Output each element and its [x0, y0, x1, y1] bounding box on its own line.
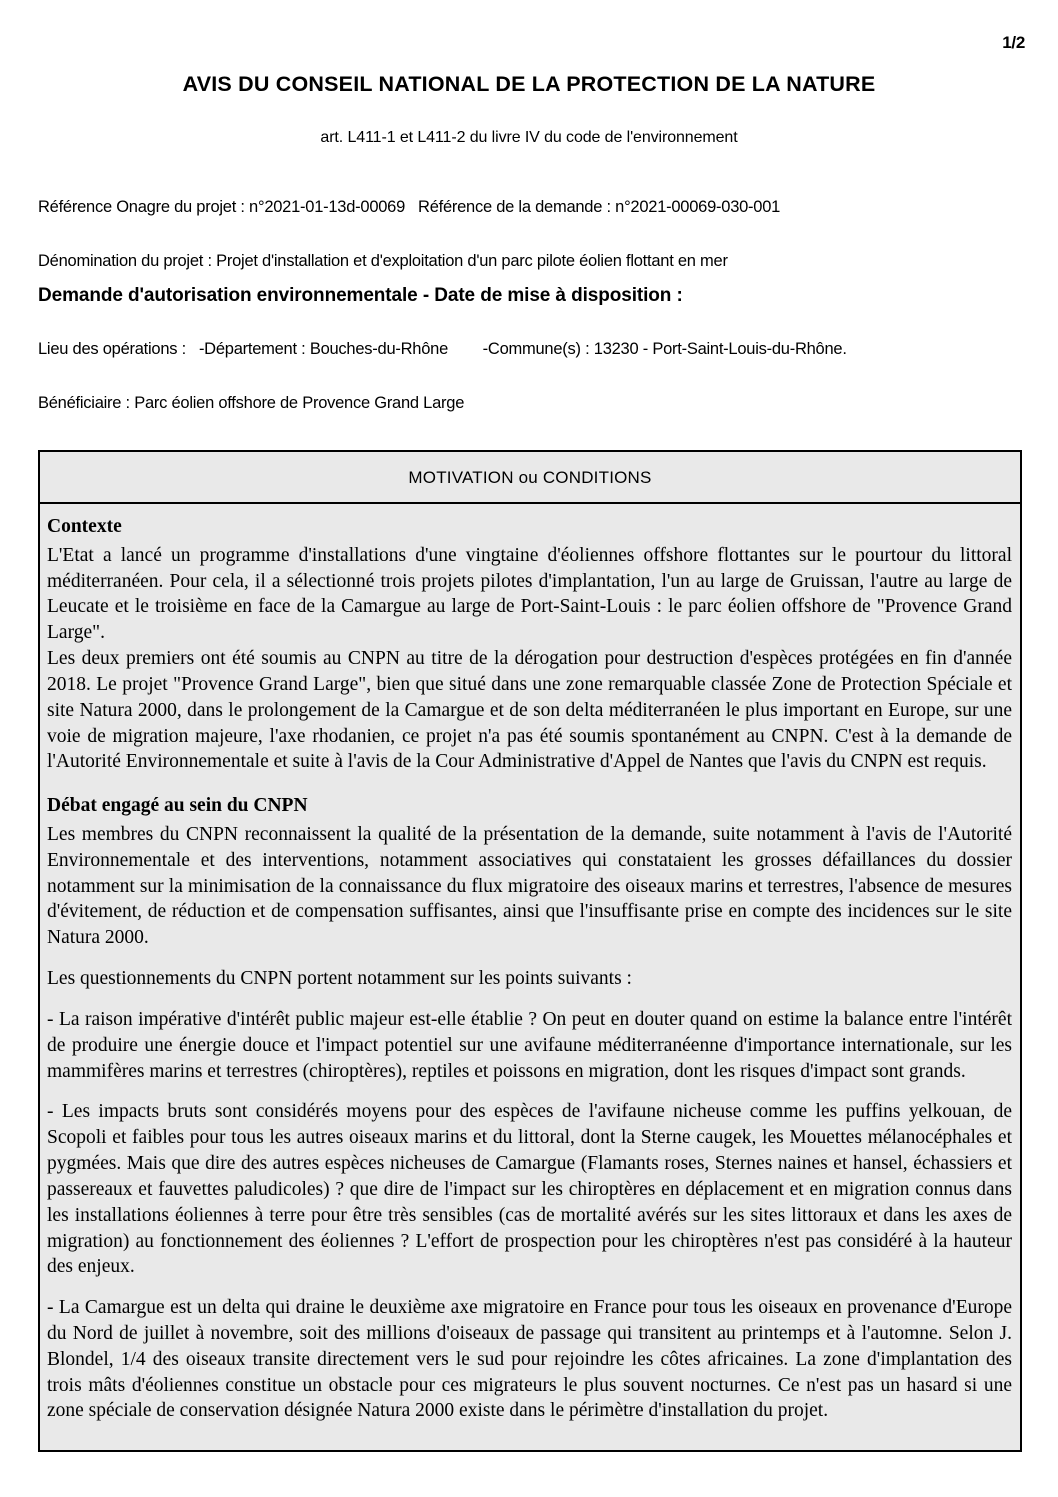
page-number: 1/2 [1002, 33, 1025, 52]
paragraph-bullet: - La raison impérative d'intérêt public majeur est-elle établie ? On peut en douter quand on estime la balance entre l'intérêt de produire une énergie douce et l'impact potentiel sur une avifaune méditerranéenne d'importance internationale, sur les mammifères marins et terrestres (chiroptères), reptiles et poissons en migration, dont les risques d'impact sont grands. [47, 1008, 1012, 1082]
paragraph: Les questionnements du CNPN portent notamment sur les points suivants : [47, 968, 632, 990]
section-heading: Contexte [47, 516, 122, 537]
reference-line: Référence Onagre du projet : n°2021-01-13d-00069 Référence de la demande : n°2021-00069-030-001 [38, 198, 781, 216]
section-contexte [47, 514, 1012, 775]
motivation-table-body [40, 504, 1020, 1450]
paragraph: Les membres du CNPN reconnaissent la qualité de la présentation de la demande, suite notamment à l'avis de l'Autorité Environnementale et des interventions, notamment associatives qui constataient les grosses défaillances du dossier notamment sur la minimisation de la connaissance du flux migratoire des oiseaux marins et terrestres, l'absence de mesures d'évitement, de réduction et de compensation suffisantes, ainsi que l'insuffisante prise en compte des incidences sur le site Natura 2000. [47, 823, 1012, 949]
beneficiary: Bénéficiaire : Parc éolien offshore de Provence Grand Large [38, 394, 465, 412]
paragraph-bullet: - La Camargue est un delta qui draine le deuxième axe migratoire en France pour tous les oiseaux en provenance d'Europe du Nord de juillet à novembre, soit des millions d'oiseaux de passage qui transitent au printemps et à l'automne. Selon J. Blondel, 1/4 des oiseaux transite directement vers le sud pour rejoindre les côtes africaines. La zone d'implantation des trois mâts d'éoliennes constitue un obstacle pour ces migrateurs le plus souvent nocturnes. Ce n'est pas un hasard si une zone spéciale de conservation désignée Natura 2000 existe dans le périmètre d'installation du projet. [47, 1297, 1012, 1422]
page-title: AVIS DU CONSEIL NATIONAL DE LA PROTECTION DE LA NATURE [182, 72, 876, 96]
paragraph: Les deux premiers ont été soumis au CNPN au titre de la dérogation pour destruction d'espèces protégées en fin d'année 2018. Le projet "Provence Grand Large", bien que situé dans une zone remarquable classée Zone de Protection Spéciale et site Natura 2000, dans le prolongement de la Camargue et de son delta méditerranéen le plus important en Europe, sur une voie de migration majeure, l'axe rhodanien, ce projet n'a pas été soumis spontanément au CNPN. C'est à la demande de l'Autorité Environnementale et suite à l'avis de la Cour Administrative d'Appel de Nantes que l'avis du CNPN est requis. [47, 648, 1012, 773]
operation-location: Lieu des opérations : -Département : Bouches-du-Rhône -Commune(s) : 13230 - Port-Saint-Louis-du-Rhône. [38, 340, 847, 358]
page-subtitle: art. L411-1 et L411-2 du livre IV du code de l'environnement [320, 129, 738, 146]
paragraph: L'Etat a lancé un programme d'installations d'une vingtaine d'éoliennes offshore flottantes sur le pourtour du littoral méditerranéen. Pour cela, il a sélectionné trois projets pilotes d'implantation, l'un au large de Gruissan, l'autre au large de Leucate et le troisième en face de la Camargue au large de Port-Saint-Louis : le parc éolien offshore de "Provence Grand Large". [47, 544, 1012, 644]
motivation-table-header: MOTIVATION ou CONDITIONS [40, 452, 1020, 504]
authorization-request-heading: Demande d'autorisation environnementale - Date de mise à disposition : [38, 285, 683, 306]
section-heading: Débat engagé au sein du CNPN [47, 795, 308, 817]
section-debat [47, 793, 1012, 1424]
paragraph-bullet: - Les impacts bruts sont considérés moyens pour des espèces de l'avifaune nicheuse comme les puffins yelkouan, de Scopoli et faibles pour tous les autres oiseaux marins et du littoral, dont la Sterne caugek, les Mouettes mélanocéphales et pygmées. Mais que dire des autres espèces nicheuses de Camargue (Flamants roses, Sternes naines et hansel, échassiers et passereaux et fauvettes paludicoles) ? que dire de l'impact sur les chiroptères en déplacement et en migration connus dans les installations éoliennes à terre pour être très sensibles (cas de mortalité avérés sur les sites littoraux et dans les axes de migration) au fonctionnement des éoliennes ? L'effort de prospection pour les chiroptères n'est pas considéré à la hauteur des enjeux. [47, 1101, 1012, 1278]
project-denomination: Dénomination du projet : Projet d'installation et d'exploitation d'un parc pilote éolien flottant en mer [38, 252, 728, 270]
motivation-table [38, 450, 1022, 1452]
